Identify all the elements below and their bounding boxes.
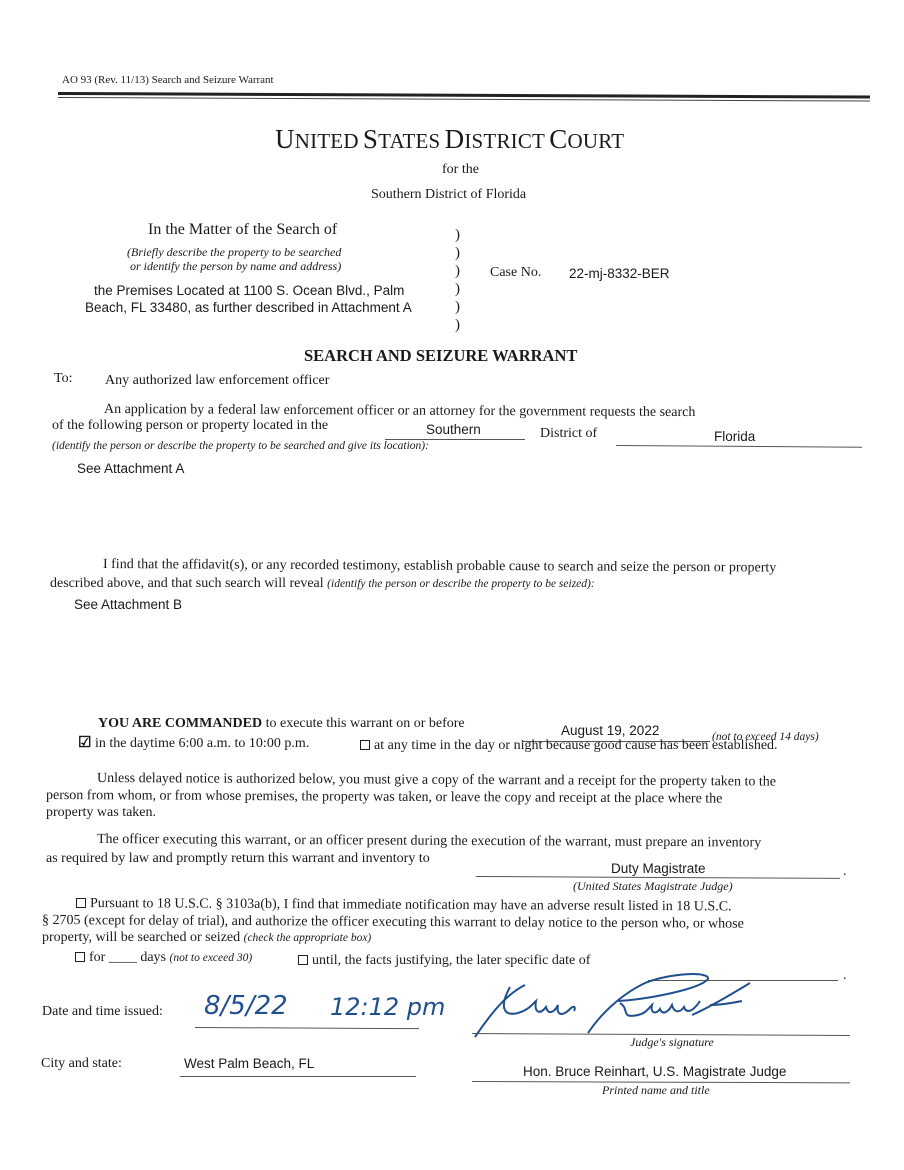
time-handwritten: 12:12 pm: [330, 993, 446, 1021]
days-label: days: [140, 950, 166, 965]
case-number-label: Case No.: [490, 265, 542, 280]
paren: ): [455, 317, 460, 333]
notice-para2-line2: as required by law and promptly return this warrant and inventory to: [46, 851, 430, 866]
court-title-word-1: UNITED: [275, 124, 359, 154]
delay-line-3-text: property, will be searched or seized: [42, 930, 241, 945]
notice-para2-line1: The officer executing this warrant, or an officer present during the execution of the warrant, must prepare an inventory: [96, 832, 762, 851]
delay-until-checkbox[interactable]: [298, 955, 308, 965]
delay-until-label: until, the facts justifying, the later specific date of: [312, 953, 591, 968]
notice-para1-line3: property was taken.: [46, 805, 157, 820]
finding-line-2-text: described above, and that such search will reveal: [50, 576, 324, 591]
delay-line-3-note: (check the appropriate box): [243, 932, 372, 944]
caption-instruction-2: or identify the person by name and address): [130, 259, 342, 273]
date-handwritten: 8/5/22: [204, 991, 288, 1021]
form-id: AO 93 (Rev. 11/13) Search and Seizure Warrant: [62, 74, 274, 86]
date-time-label: Date and time issued:: [42, 1004, 163, 1019]
days-note: (not to exceed 30): [169, 952, 253, 964]
delay-checkbox[interactable]: [76, 898, 86, 908]
to-value: Any authorized law enforcement officer: [105, 373, 330, 388]
caption-heading: In the Matter of the Search of: [148, 221, 338, 238]
district-value: Southern: [426, 422, 481, 437]
state-underline: [616, 445, 862, 448]
case-number: 22-mj-8332-BER: [569, 266, 670, 281]
court-title-word-4: COURT: [549, 124, 625, 154]
option-anytime-label: at any time in the day or night because good cause has been established.: [374, 738, 778, 753]
city-underline: [180, 1076, 416, 1077]
finding-instruction: (identify the person or describe the property to be seized):: [327, 578, 595, 590]
option-daytime[interactable]: [78, 733, 309, 752]
court-title-word-3: DISTRICT: [444, 124, 546, 154]
until-period: .: [843, 968, 847, 983]
city-state-value: West Palm Beach, FL: [184, 1056, 315, 1071]
signature-caption: Judge's signature: [630, 1035, 714, 1049]
attachment-b: See Attachment B: [74, 597, 183, 612]
delay-for-checkbox[interactable]: [75, 952, 85, 962]
court-district: Southern District of Florida: [371, 187, 527, 202]
to-label: To:: [54, 371, 73, 386]
return-to-period: .: [843, 864, 847, 879]
caption-instruction-1: (Briefly describe the property to be searched: [127, 245, 342, 259]
paren: ): [455, 281, 460, 297]
days-blank-field[interactable]: ____: [108, 950, 137, 965]
paren: ): [455, 245, 460, 261]
court-title-word-2: STATES: [362, 124, 441, 154]
return-to-value: Duty Magistrate: [611, 861, 706, 876]
deadline-note: (not to exceed 14 days): [712, 731, 819, 743]
attachment-a: See Attachment A: [77, 461, 185, 476]
date-underline: [195, 1027, 419, 1029]
identify-instruction: (identify the person or describe the property to be searched and give its location):: [52, 440, 429, 452]
checked-box-icon[interactable]: ☑: [78, 735, 92, 751]
caption-subject-1: the Premises Located at 1100 S. Ocean Blvd., Palm: [94, 283, 405, 298]
paren: ): [455, 263, 460, 279]
delay-line-1: [76, 896, 732, 915]
warrant-title: SEARCH AND SEIZURE WARRANT: [304, 346, 578, 365]
court-title: [275, 124, 624, 155]
option-anytime[interactable]: [360, 738, 778, 754]
command-bold: YOU ARE COMMANDED: [98, 716, 263, 731]
delay-for-label: for: [89, 950, 106, 965]
state-value: Florida: [714, 429, 756, 444]
option-daytime-label: in the daytime 6:00 a.m. to 10:00 p.m.: [94, 736, 310, 751]
paren: ): [455, 299, 460, 315]
caption-subject-2: Beach, FL 33480, as further described in Attachment A: [85, 300, 412, 315]
delay-for-option[interactable]: [75, 950, 252, 966]
printed-name: Hon. Bruce Reinhart, U.S. Magistrate Judge: [523, 1064, 787, 1079]
unchecked-box-icon[interactable]: [360, 740, 370, 750]
deadline-value: August 19, 2022: [561, 723, 660, 738]
delay-line-2: § 2705 (except for delay of trial), and authorize the officer executing this warrant to delay notice to the person who, or whose: [41, 913, 744, 932]
command-text: to execute this warrant on or before: [265, 716, 465, 731]
for-the: for the: [442, 162, 479, 177]
notice-para1-line2: person from whom, or from whose premises, the property was taken, or leave the copy and receipt at the place where the: [45, 788, 723, 807]
finding-line-2: [50, 576, 595, 592]
application-line-1: An application by a federal law enforcement officer or an attorney for the government requests the search: [103, 402, 696, 421]
command-line: [98, 716, 465, 732]
delay-line-3: [42, 930, 371, 946]
finding-line-1: I find that the affidavit(s), or any recorded testimony, establish probable cause to search and seize the person or property: [102, 557, 777, 576]
delay-line-1-text: Pursuant to 18 U.S.C. § 3103a(b), I find that immediate notification may have an adverse result listed in 18 U.S.C.: [89, 896, 732, 915]
printed-name-caption: Printed name and title: [602, 1083, 710, 1097]
district-of-label: District of: [540, 426, 598, 441]
city-state-label: City and state:: [41, 1056, 122, 1071]
notice-para1-line1: Unless delayed notice is authorized below, you must give a copy of the warrant and a receipt for the property taken to the: [96, 771, 777, 790]
paren: ): [455, 227, 460, 243]
application-line-2: of the following person or property located in the: [52, 418, 329, 433]
return-to-caption: (United States Magistrate Judge): [573, 879, 733, 893]
